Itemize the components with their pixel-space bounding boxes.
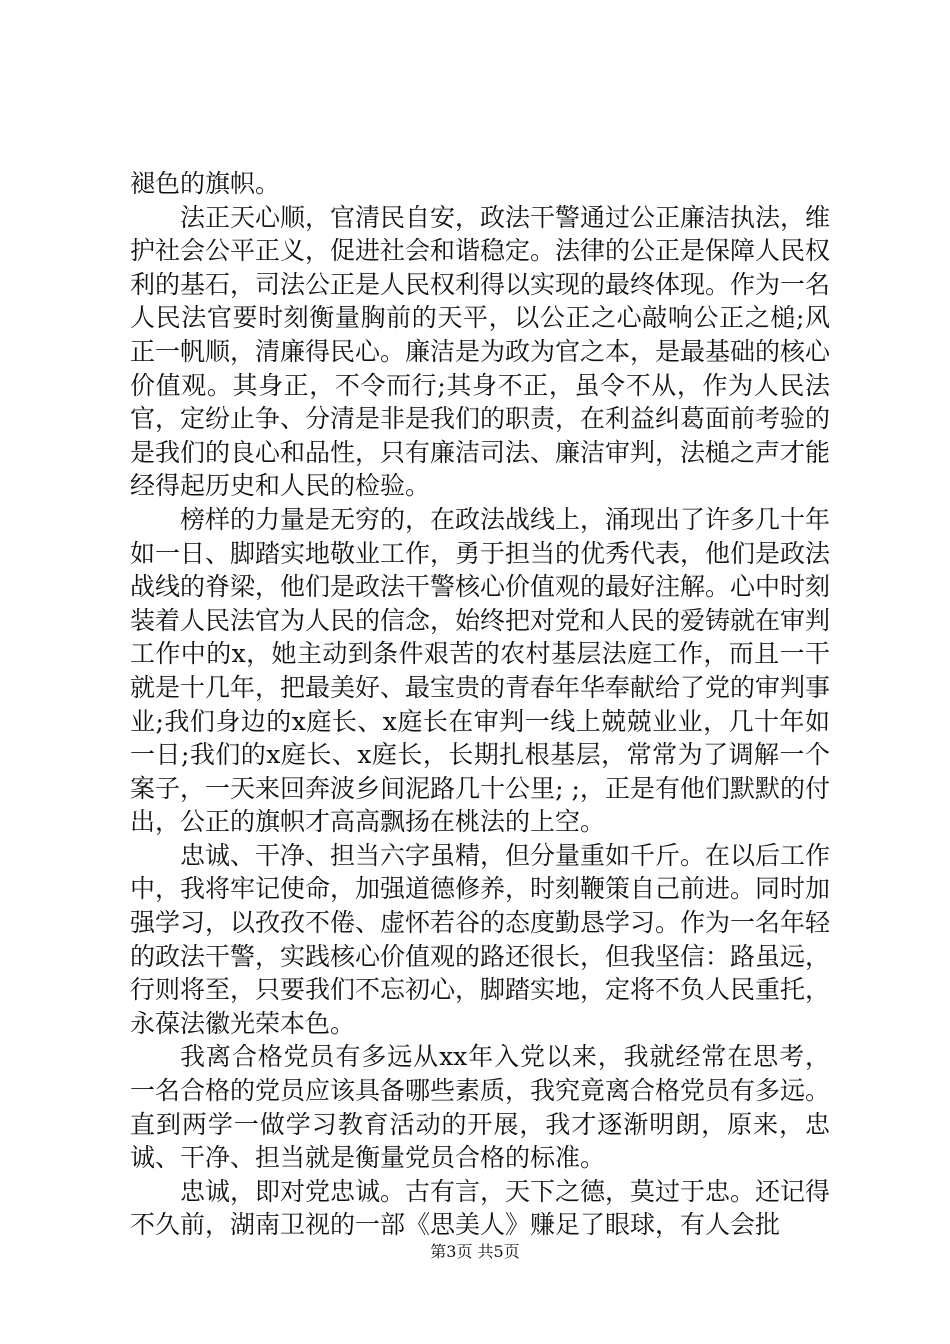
paragraph-4: 忠诚、干净、担当六字虽精，但分量重如千斤。在以后工作中，我将牢记使命，加强道德修养，时刻鞭策自己前进。同时加强学习，以孜孜不倦、虚怀若谷的态度勤恳学习。作为一名年轻的政法干警，实践核心价值观的路还很长，但我坚信：路虽远，行则将至，只要我们不忘初心，脚踏实地，定将不负人民重托，永葆法徽光荣本色。 bbox=[130, 840, 831, 1038]
paragraph-1: 褪色的旗帜。 bbox=[130, 169, 281, 198]
paragraph-5: 我离合格党员有多远从xx年入党以来，我就经常在思考，一名合格的党员应该具备哪些素质，我究竟离合格党员有多远。直到两学一做学习教育活动的开展，我才逐渐明朗，原来，忠诚、干净、担当就是衡量党员合格的标准。 bbox=[130, 1042, 831, 1173]
document-body bbox=[130, 167, 830, 1242]
paragraph-3: 榜样的力量是无穷的，在政法战线上，涌现出了许多几十年如一日、脚踏实地敬业工作，勇于担当的优秀代表，他们是政法战线的脊梁，他们是政法干警核心价值观的最好注解。心中时刻装着人民法官为人民的信念，始终把对党和人民的爱铸就在审判工作中的x，她主动到条件艰苦的农村基层法庭工作，而且一干就是十几年，把最美好、最宝贵的青春年华奉献给了党的审判事业;我们身边的x庭长、x庭长在审判一线上兢兢业业，几十年如一日;我们的x庭长、x庭长，长期扎根基层，常常为了调解一个案子，一天来回奔波乡间泥路几十公里; ;，正是有他们默默的付出，公正的旗帜才高高飘扬在桃法的上空。 bbox=[130, 504, 831, 837]
paragraph-6: 忠诚，即对党忠诚。古有言，天下之德，莫过于忠。还记得不久前，湖南卫视的一部《思美人》赚足了眼球，有人会批 bbox=[130, 1176, 831, 1240]
paragraph-2: 法正天心顺，官清民自安，政法干警通过公正廉洁执法，维护社会公平正义，促进社会和谐稳定。法律的公正是保障人民权利的基石，司法公正是人民权利得以实现的最终体现。作为一名人民法官要时刻衡量胸前的天平，以公正之心敲响公正之槌;风正一帆顺，清廉得民心。廉洁是为政为官之本，是最基础的核心价值观。其身正，不令而行;其身不正，虽令不从，作为人民法官，定纷止争、分清是非是我们的职责，在利益纠葛面前考验的是我们的良心和品性，只有廉洁司法、廉洁审判，法槌之声才能经得起历史和人民的检验。 bbox=[130, 202, 831, 501]
page-footer: 第3页 共5页 bbox=[430, 1242, 520, 1261]
